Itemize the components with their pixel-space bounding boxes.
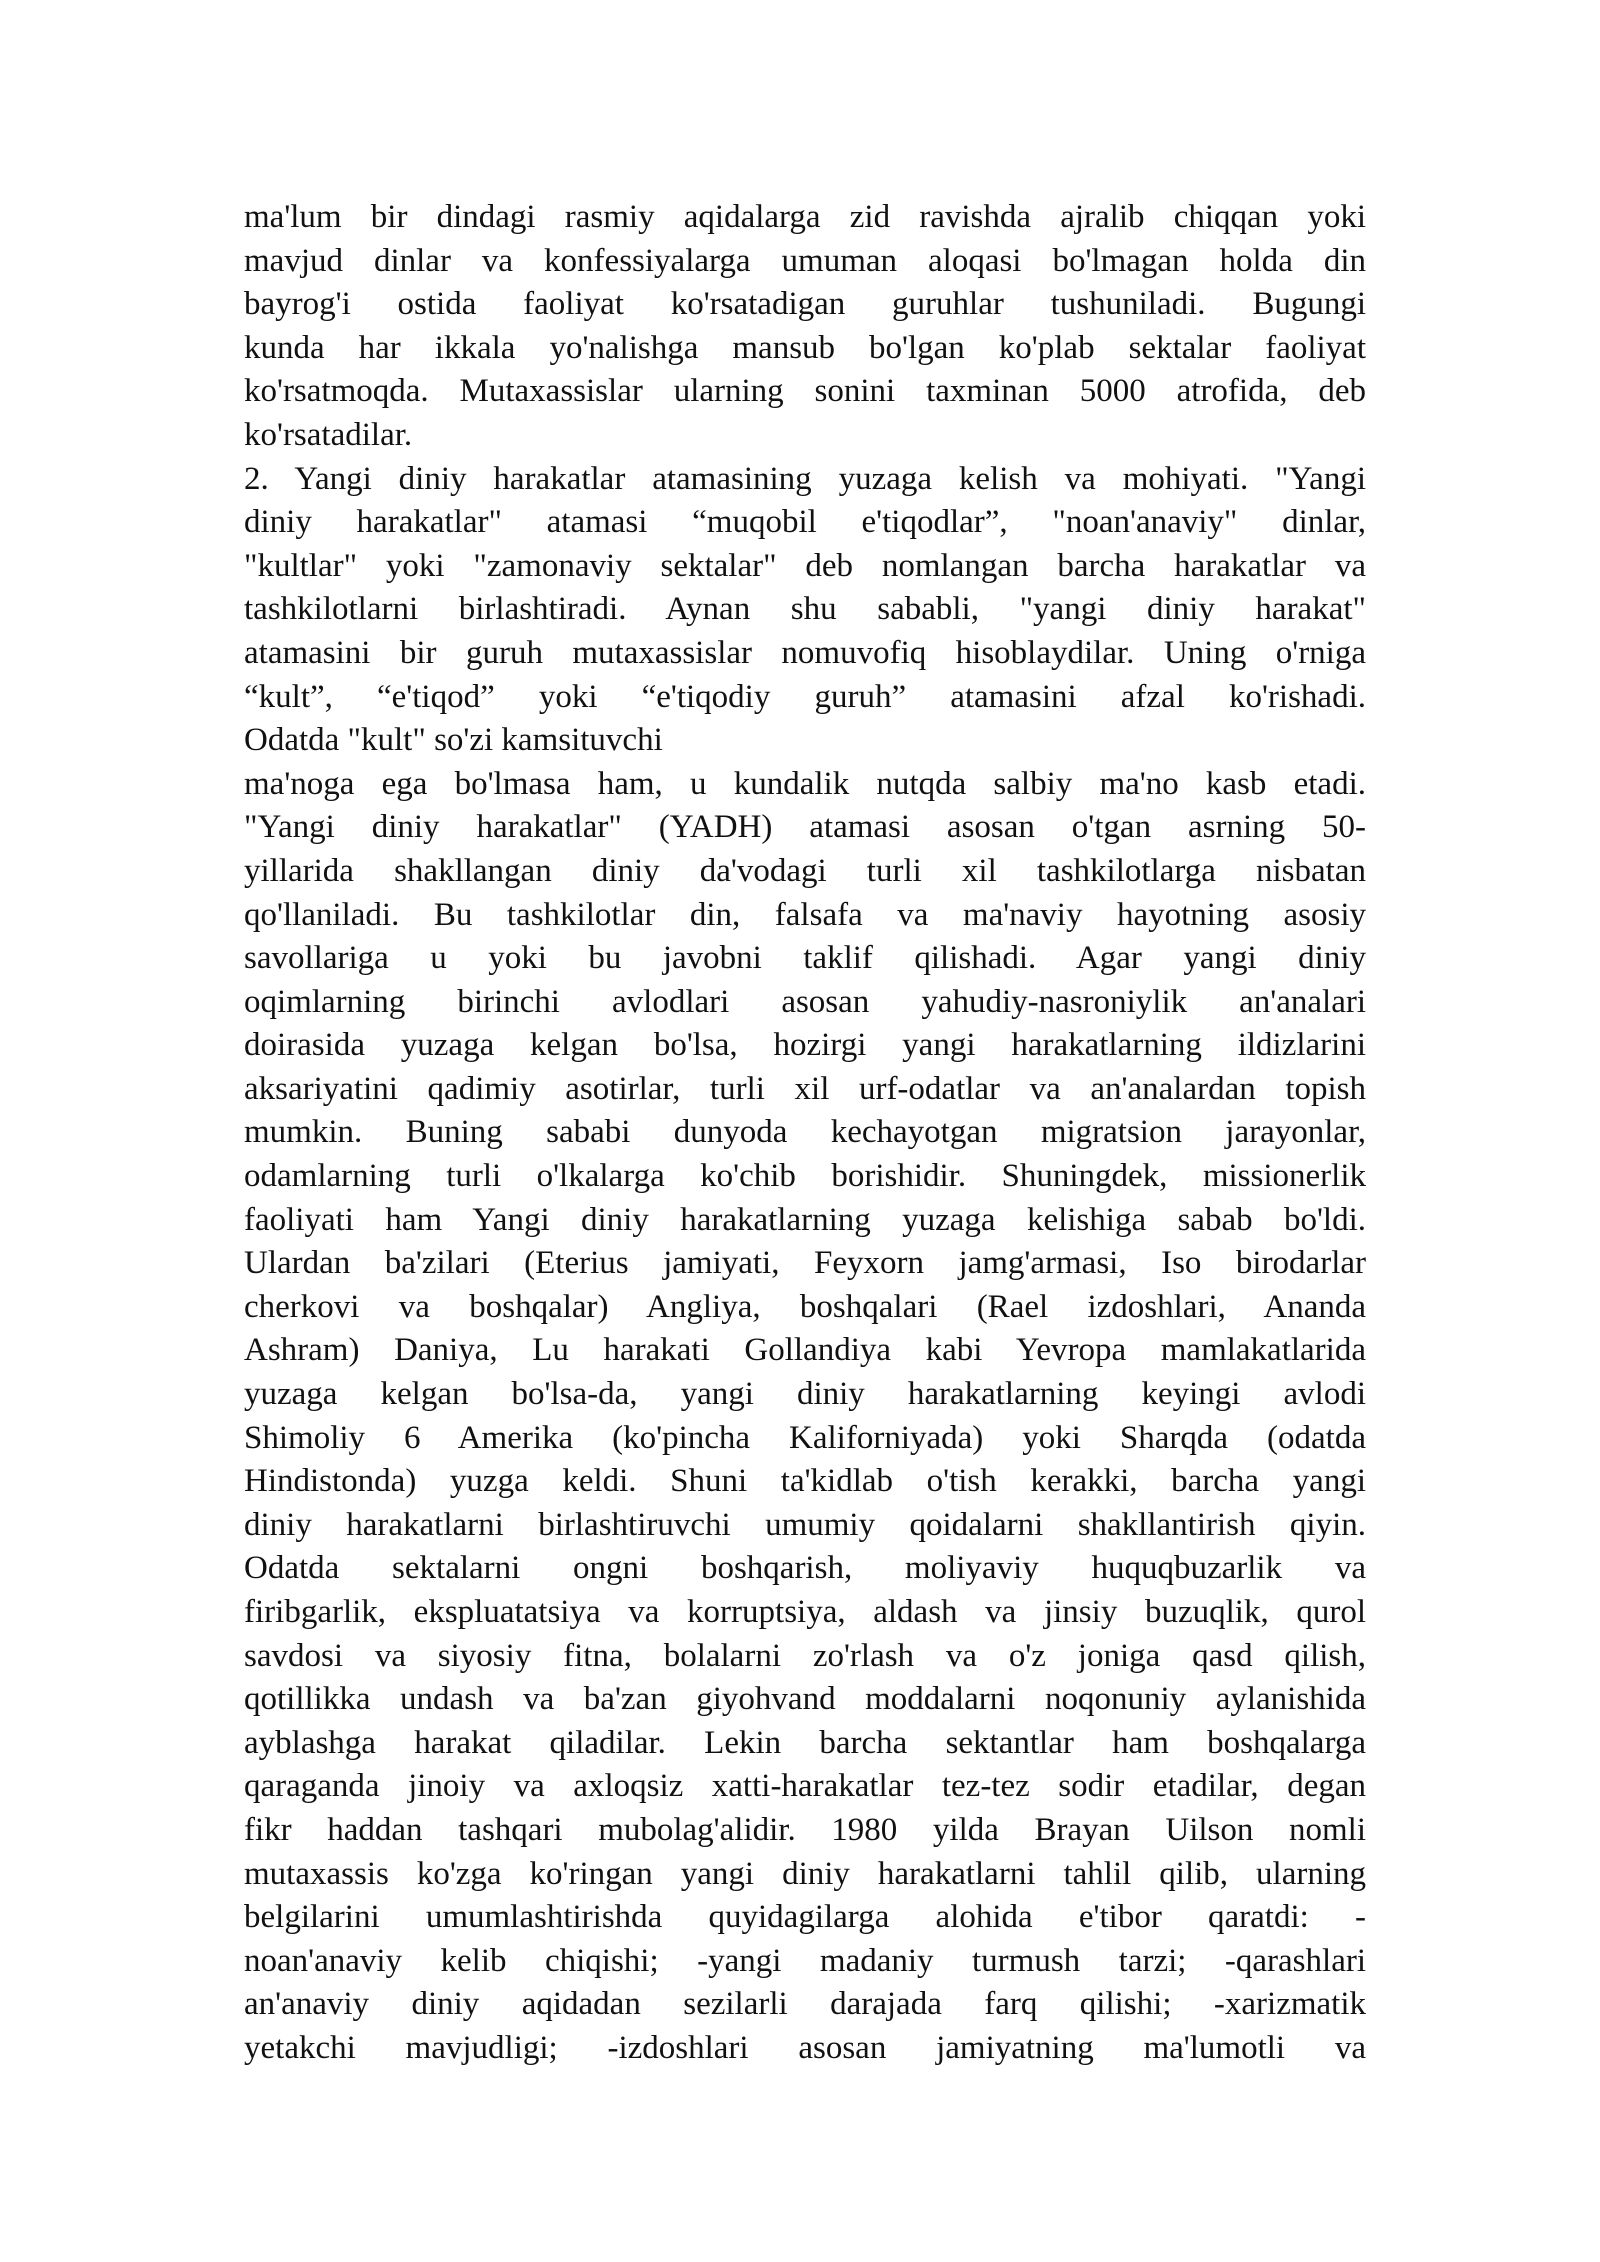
text-line: kunda har ikkala yo'nalishga mansub bo'lgan ko'plab sektalar faoliyat (244, 329, 1366, 366)
text-line: tashkilotlarni birlashtiradi. Aynan shu sababli, "yangi diniy harakat" (244, 591, 1366, 628)
text-line: qotillikka undash va ba'zan giyohvand moddalarni noqonuniy aylanishida (244, 1681, 1366, 1718)
text-line: savollariga u yoki bu javobni taklif qilishadi. Agar yangi diniy (244, 940, 1366, 977)
text-line: ko'rsatadilar. (244, 416, 413, 453)
text-line: Odatda sektalarni ongni boshqarish, moliyaviy huquqbuzarlik va (244, 1550, 1366, 1587)
text-line: bayrog'i ostida faoliyat ko'rsatadigan guruhlar tushuniladi. Bugungi (244, 286, 1366, 323)
text-line: oqimlarning birinchi avlodlari asosan yahudiy-nasroniylik an'analari (244, 983, 1366, 1020)
text-line: diniy harakatlarni birlashtiruvchi umumiy qoidalarni shakllantirish qiyin. (244, 1506, 1366, 1543)
text-line: ayblashga harakat qiladilar. Lekin barcha sektantlar ham boshqalarga (244, 1724, 1366, 1761)
text-line: diniy harakatlar" atamasi “muqobil e'tiqodlar”, "noan'anaviy" dinlar, (244, 504, 1366, 541)
text-line: an'anaviy diniy aqidadan sezilarli darajada farq qilishi; -xarizmatik (244, 1986, 1366, 2023)
text-line: mutaxassis ko'zga ko'ringan yangi diniy harakatlarni tahlil qilib, ularning (244, 1855, 1366, 1892)
text-line: "Yangi diniy harakatlar" (YADH) atamasi asosan o'tgan asrning 50- (244, 809, 1366, 846)
text-line: firibgarlik, ekspluatatsiya va korruptsiya, aldash va jinsiy buzuqlik, qurol (244, 1594, 1366, 1630)
text-line: “kult”, “e'tiqod” yoki “e'tiqodiy guruh” atamasini afzal ko'rishadi. (244, 678, 1366, 715)
text-line: yillarida shakllangan diniy da'vodagi turli xil tashkilotlarga nisbatan (244, 852, 1366, 889)
text-line: noan'anaviy kelib chiqishi; -yangi madaniy turmush tarzi; -qarashlari (244, 1942, 1366, 1979)
text-line: belgilarini umumlashtirishda quyidagilarga alohida e'tibor qaratdi: - (244, 1899, 1366, 1936)
text-line: doirasida yuzaga kelgan bo'lsa, hozirgi yangi harakatlarning ildizlarini (244, 1027, 1366, 1064)
text-line: aksariyatini qadimiy asotirlar, turli xil urf-odatlar va an'analardan topish (244, 1070, 1366, 1107)
text-line: mavjud dinlar va konfessiyalarga umuman aloqasi bo'lmagan holda din (244, 242, 1366, 279)
text-line: mumkin. Buning sababi dunyoda kechayotgan migratsion jarayonlar, (244, 1114, 1366, 1151)
text-line: yetakchi mavjudligi; -izdoshlari asosan jamiyatning ma'lumotli va (244, 2029, 1366, 2066)
text-line: ma'lum bir dindagi rasmiy aqidalarga zid ravishda ajralib chiqqan yoki (244, 199, 1366, 235)
text-line: Odatda "kult" so'zi kamsituvchi (244, 722, 663, 759)
text-line: Ashram) Daniya, Lu harakati Gollandiya kabi Yevropa mamlakatlarida (244, 1332, 1366, 1369)
text-line: fikr haddan tashqari mubolag'alidir. 1980 yilda Brayan Uilson nomli (244, 1811, 1366, 1848)
text-line: ko'rsatmoqda. Mutaxassislar ularning sonini taxminan 5000 atrofida, deb (244, 373, 1366, 410)
text-line: qo'llaniladi. Bu tashkilotlar din, falsafa va ma'naviy hayotning asosiy (244, 896, 1366, 933)
text-line: atamasini bir guruh mutaxassislar nomuvofiq hisoblaydilar. Uning o'rniga (244, 634, 1366, 671)
text-line: "kultlar" yoki "zamonaviy sektalar" deb nomlangan barcha harakatlar va (244, 547, 1366, 584)
text-line: ma'noga ega bo'lmasa ham, u kundalik nutqda salbiy ma'no kasb etadi. (244, 765, 1366, 802)
body-text (244, 196, 1366, 2071)
text-line: qaraganda jinoiy va axloqsiz xatti-harakatlar tez-tez sodir etadilar, degan (244, 1768, 1366, 1805)
text-line: Ulardan ba'zilari (Eterius jamiyati, Feyxorn jamg'armasi, Iso birodarlar (244, 1245, 1366, 1282)
text-line: Hindistonda) yuzga keldi. Shuni ta'kidlab o'tish kerakki, barcha yangi (244, 1463, 1366, 1500)
text-line: odamlarning turli o'lkalarga ko'chib borishidir. Shuningdek, missionerlik (244, 1158, 1366, 1195)
text-line: yuzaga kelgan bo'lsa-da, yangi diniy harakatlarning keyingi avlodi (244, 1376, 1366, 1413)
text-line: faoliyati ham Yangi diniy harakatlarning yuzaga kelishiga sabab bo'ldi. (244, 1201, 1366, 1238)
text-line: savdosi va siyosiy fitna, bolalarni zo'rlash va o'z joniga qasd qilish, (244, 1637, 1366, 1674)
text-line: cherkovi va boshqalar) Angliya, boshqalari (Rael izdoshlari, Ananda (244, 1288, 1366, 1325)
text-line: Shimoliy 6 Amerika (ko'pincha Kaliforniyada) yoki Sharqda (odatda (244, 1419, 1366, 1456)
text-line: 2. Yangi diniy harakatlar atamasining yuzaga kelish va mohiyati. "Yangi (244, 460, 1366, 497)
